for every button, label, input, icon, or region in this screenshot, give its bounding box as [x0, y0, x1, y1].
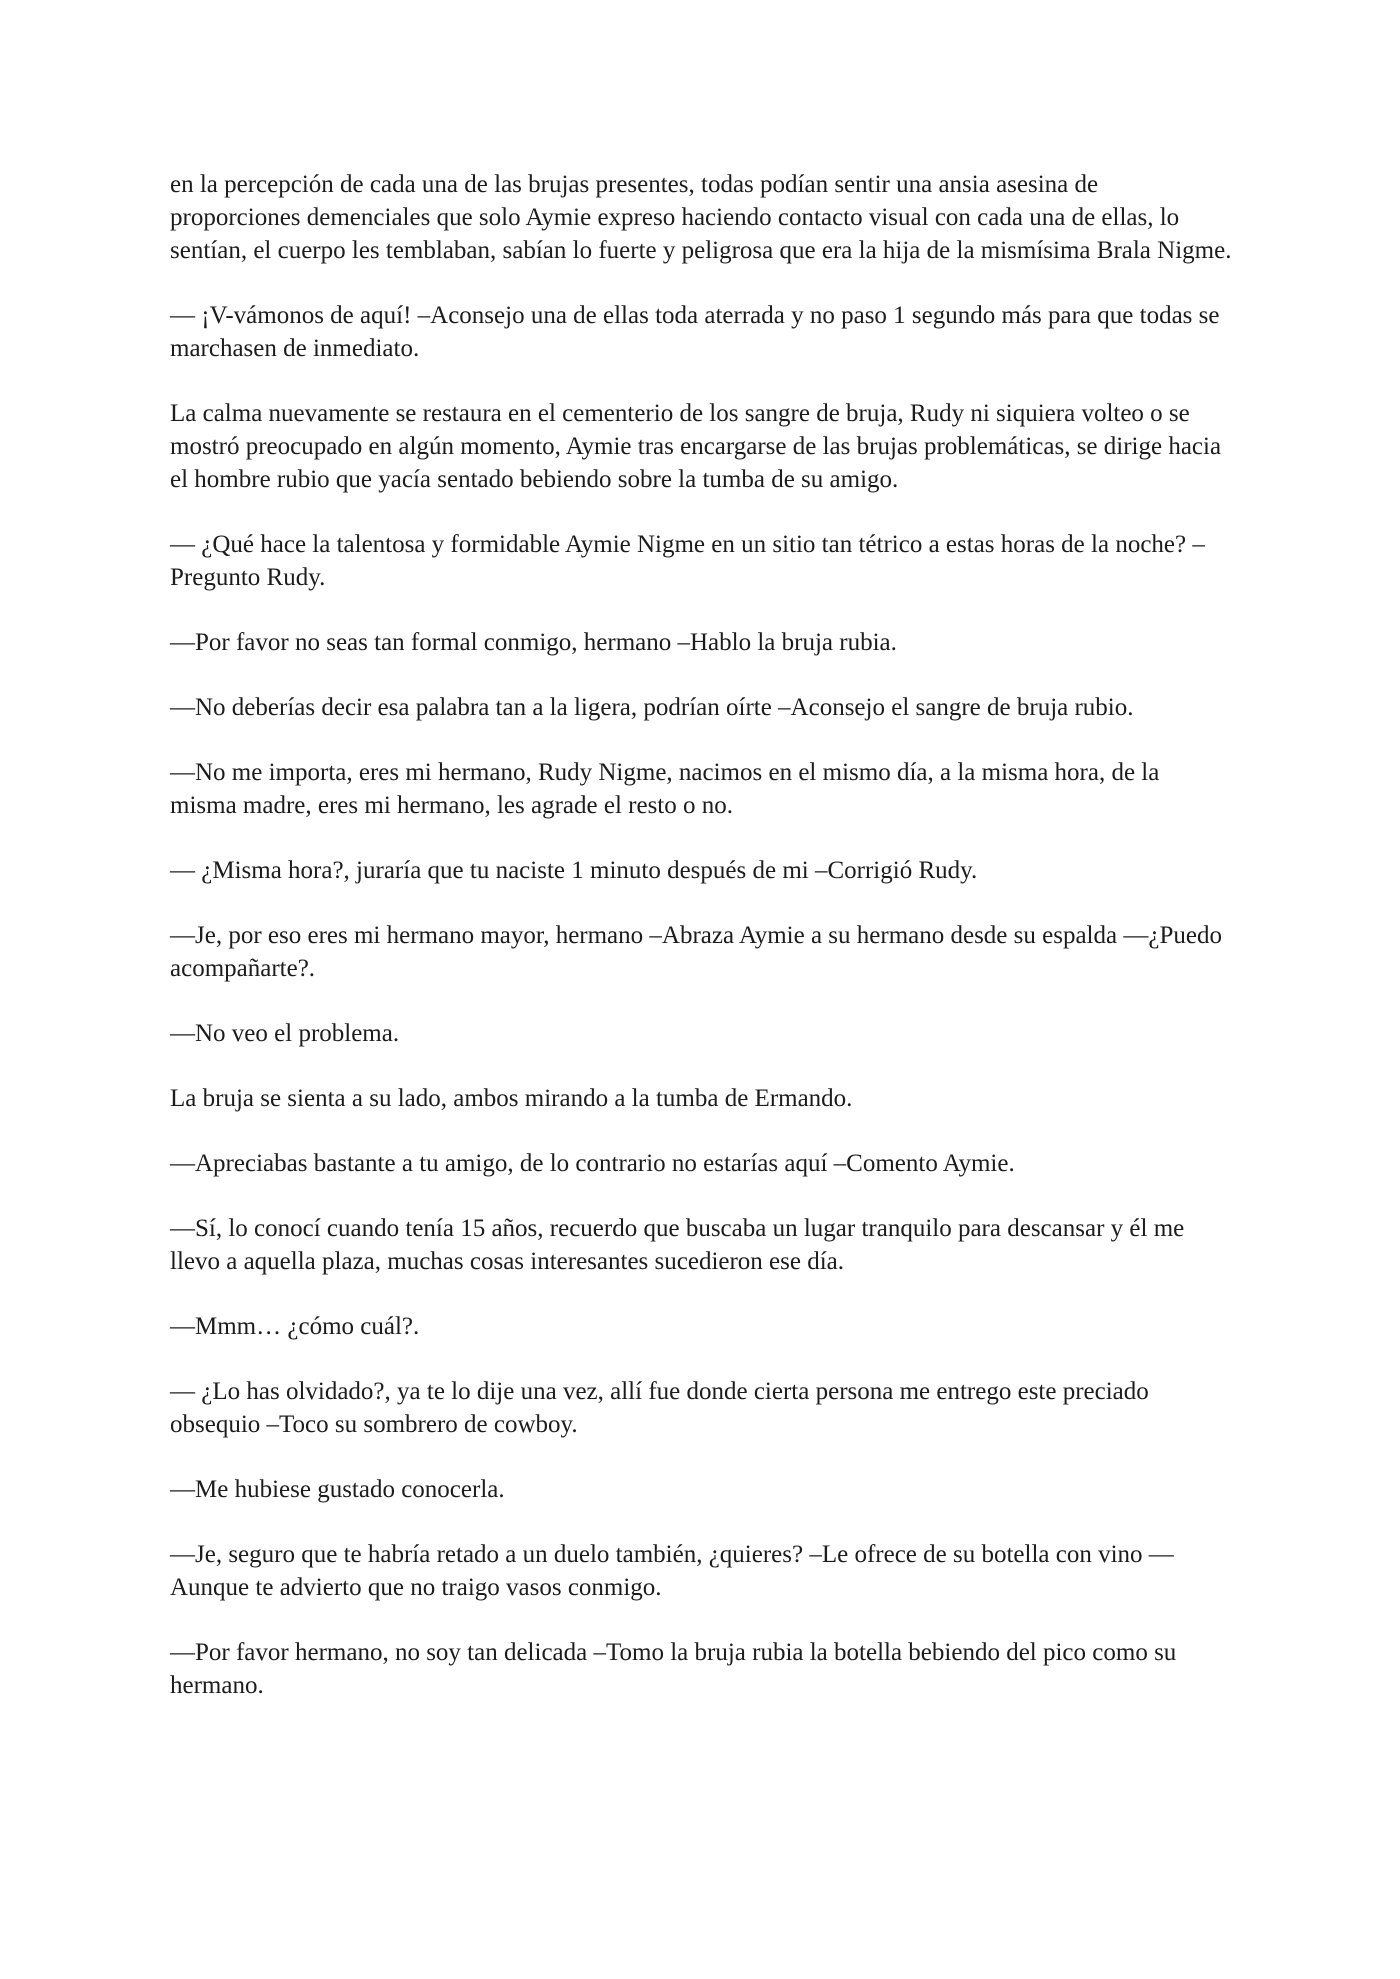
paragraph: — ¿Misma hora?, juraría que tu naciste 1 minuto después de mi –Corrigió Rudy.	[170, 857, 978, 884]
paragraph: —Por favor hermano, no soy tan delicada –Tomo la bruja rubia la botella bebiendo del pico como su hermano.	[170, 1639, 1177, 1699]
paragraph: —Apreciabas bastante a tu amigo, de lo contrario no estarías aquí –Comento Aymie.	[170, 1150, 1015, 1177]
paragraph: — ¿Lo has olvidado?, ya te lo dije una vez, allí fue donde cierta persona me entrego este preciado obsequio –Toco su sombrero de cowboy.	[170, 1378, 1149, 1438]
paragraph: —Por favor no seas tan formal conmigo, hermano –Hablo la bruja rubia.	[170, 629, 897, 656]
paragraph: — ¿Qué hace la talentosa y formidable Aymie Nigme en un sitio tan tétrico a estas horas de la noche? –Pregunto Rudy.	[170, 531, 1205, 591]
paragraph: —Me hubiese gustado conocerla.	[170, 1476, 505, 1503]
paragraph: —No veo el problema.	[170, 1020, 400, 1047]
paragraph: La bruja se sienta a su lado, ambos mirando a la tumba de Ermando.	[170, 1085, 853, 1112]
paragraph: —Sí, lo conocí cuando tenía 15 años, recuerdo que buscaba un lugar tranquilo para descansar y él me llevo a aquella plaza, muchas cosas interesantes sucedieron ese día.	[170, 1215, 1185, 1275]
paragraph: —No me importa, eres mi hermano, Rudy Nigme, nacimos en el mismo día, a la misma hora, de la misma madre, eres mi hermano, les agrade el resto o no.	[170, 759, 1160, 819]
paragraph: —Mmm… ¿cómo cuál?.	[170, 1313, 420, 1340]
paragraph: —Je, seguro que te habría retado a un duelo también, ¿quieres? –Le ofrece de su botella con vino —Aunque te advierto que no traigo vasos conmigo.	[170, 1541, 1174, 1601]
paragraph: La calma nuevamente se restaura en el cementerio de los sangre de bruja, Rudy ni siquiera volteo o se mostró preocupado en algún momento, Aymie tras encargarse de las brujas problemáticas, se dirige hacia el hombre rubio que yacía sentado bebiendo sobre la tumba de su amigo.	[170, 400, 1222, 493]
document-body	[170, 168, 1232, 1734]
paragraph: — ¡V-vámonos de aquí! –Aconsejo una de ellas toda aterrada y no paso 1 segundo más para que todas se marchasen de inmediato.	[170, 302, 1220, 362]
paragraph: —Je, por eso eres mi hermano mayor, hermano –Abraza Aymie a su hermano desde su espalda —¿Puedo acompañarte?.	[170, 922, 1222, 982]
paragraph: en la percepción de cada una de las brujas presentes, todas podían sentir una ansia asesina de proporciones demenciales que solo Aymie expreso haciendo contacto visual con cada una de ellas, lo sentían, el cuerpo les temblaban, sabían lo fuerte y peligrosa que era la hija de la mismísima Brala Nigme.	[170, 171, 1232, 264]
paragraph: —No deberías decir esa palabra tan a la ligera, podrían oírte –Aconsejo el sangre de bruja rubio.	[170, 694, 1134, 721]
